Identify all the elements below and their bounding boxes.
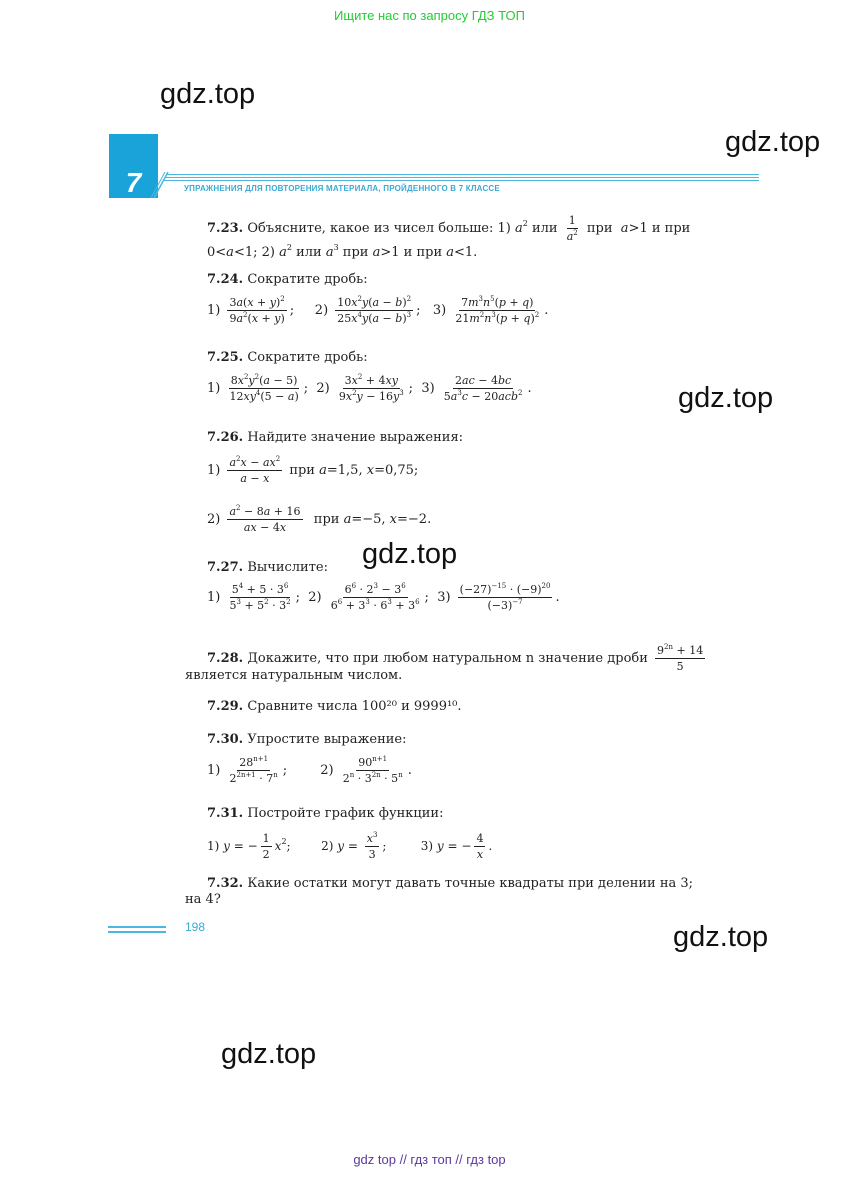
exercise-text: Сравните числа 100²⁰ и 9999¹⁰.: [247, 699, 462, 714]
watermark-gdz-4: gdz.top: [362, 538, 458, 570]
footer-rule-1: [108, 926, 166, 928]
exercise-7-28: 7.28. Докажите, что при любом натуральном n значение дроби $\frac{9^{2n} + 14}{5}$: [207, 643, 704, 673]
exercise-text: Объясните, какое из чисел больше:: [247, 221, 494, 236]
page-number: 198: [185, 920, 206, 934]
exercise-7-31: [207, 806, 443, 822]
exercise-text: Сократите дробь:: [247, 350, 368, 365]
exercise-number: 7.24.: [207, 272, 244, 287]
exercise-7-23-cont: 0<a<1; 2) $a^2$ или $a^3$ при a>1 и при a<1.: [207, 243, 478, 260]
chapter-number: 7: [125, 167, 142, 198]
exercise-7-30: [207, 732, 407, 748]
exercise-text: Вычислите:: [247, 560, 328, 575]
exercise-text: Упростите выражение:: [247, 732, 407, 747]
exercise-number: 7.31.: [207, 806, 244, 821]
header-rule-1: [166, 174, 759, 175]
exercise-text: Сократите дробь:: [247, 272, 368, 287]
exercise-7-32-cont: на 4?: [185, 892, 221, 907]
exercise-7-27-items: 1) $\frac{5^4 + 5 \cdot 3^6}{5^3 + 5^2 \cdot 3^2}$ ; 2) $\frac{6^6 \cdot 2^3 - 3^6}{6^6 + 3^3 \cdot 6^3 + 3^6}$ ; 3) $\frac{(-27)^{-15} \cdot (-9)^{20}}{(-3)^{-7}}$ .: [207, 582, 560, 612]
exercise-number: 7.29.: [207, 699, 244, 714]
exercise-7-26-item-2: 2) $\frac{a^2 - 8a + 16}{ax - 4x}$ при a=−5, x=−2.: [207, 504, 432, 534]
exercise-7-25-items: 1) $\frac{8x^2y^2(a - 5)}{12xy^4(5 - a)}$ ; 2) $\frac{3x^2 + 4xy}{9x^2y - 16y^3}$ ; 3) $\frac{2ac - 4bc}{5a^3c - 20acb^2}$ .: [207, 373, 532, 403]
exercise-7-23: 7.23. Объясните, какое из чисел больше: 1) $a^2$ или $\frac{1}{a^2}$ при a>1 и при: [207, 214, 691, 243]
exercise-7-28-cont: является натуральным числом.: [185, 668, 403, 683]
watermark-gdz-1: gdz.top: [160, 78, 256, 110]
exercise-number: 7.27.: [207, 560, 244, 575]
exercise-7-30-items: 1) $\frac{28^{n+1}}{2^{2n+1} \cdot 7^n}$ ; 2) $\frac{90^{n+1}}{2^n \cdot 3^{2n} \cdot 5^n}$ .: [207, 755, 412, 785]
exercise-text: Какие остатки могут давать точные квадраты при делении на 3;: [247, 876, 694, 891]
watermark-gdz-6: gdz.top: [221, 1038, 317, 1070]
exercise-number: 7.23.: [207, 221, 244, 236]
exercise-text: Постройте график функции:: [247, 806, 444, 821]
exercise-7-26-item-1: 1) $\frac{a^2x - ax^2}{a - x}$ при a=1,5, x=0,75;: [207, 455, 419, 485]
exercise-7-27: [207, 560, 328, 576]
watermark-gdz-2: gdz.top: [725, 126, 821, 158]
watermark-top: Ищите нас по запросу ГДЗ ТОП: [334, 8, 525, 23]
exercise-7-31-items: 1) y = − $\frac{1}{2}$ $x^2$; 2) y = $\frac{x^3}{3}$ ; 3) y = − $\frac{4}{x}$ .: [207, 831, 493, 861]
exercise-7-29: [207, 699, 462, 715]
section-title: УПРАЖНЕНИЯ ДЛЯ ПОВТОРЕНИЯ МАТЕРИАЛА, ПРОЙДЕННОГО В 7 КЛАССЕ: [184, 184, 500, 193]
exercise-7-25: [207, 350, 368, 366]
exercise-7-32: [207, 876, 693, 892]
exercise-text: Докажите, что при любом натуральном n значение дроби: [247, 651, 648, 666]
exercise-7-24-items: 1) $\frac{3a(x + y)^2}{9a^2(x + y)}$ ; 2) $\frac{10x^2y(a - b)^2}{25x^4y(a - b)^3}$ ; 3) $\frac{7m^3n^5(p + q)}{21m^2n^3(p + q)^2}$ .: [207, 295, 549, 325]
exercise-text: Найдите значение выражения:: [247, 430, 464, 445]
footer-rule-2: [108, 931, 166, 933]
exercise-number: 7.26.: [207, 430, 244, 445]
exercise-number: 7.30.: [207, 732, 244, 747]
watermark-bottom: gdz top // гдз топ // гдз top: [353, 1152, 506, 1167]
exercise-number: 7.25.: [207, 350, 244, 365]
watermark-gdz-5: gdz.top: [673, 921, 769, 953]
exercise-number: 7.32.: [207, 876, 244, 891]
header-rule-2: [165, 177, 759, 178]
exercise-7-26: [207, 430, 463, 446]
exercise-7-24: [207, 272, 368, 288]
exercise-number: 7.28.: [207, 651, 244, 666]
watermark-gdz-3: gdz.top: [678, 382, 774, 414]
header-rule-3: [163, 180, 759, 181]
